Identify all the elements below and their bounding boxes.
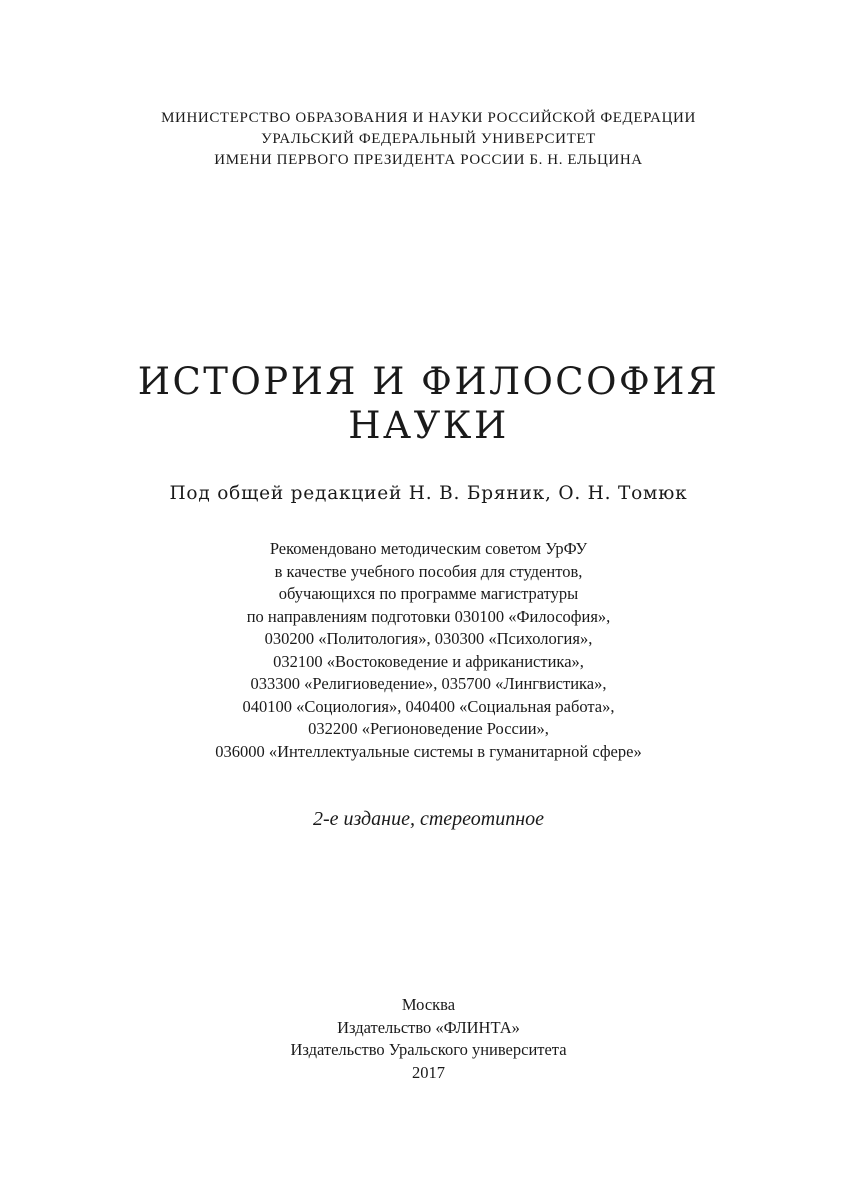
book-title xyxy=(0,360,857,448)
institution-header xyxy=(0,108,857,171)
imprint-year: 2017 xyxy=(412,1062,445,1082)
recommendation-line: в качестве учебного пособия для студентов, xyxy=(274,561,583,581)
recommendation-line: по направлениям подготовки 030100 «Философия», xyxy=(246,606,611,626)
book-title-line-1: ИСТОРИЯ И ФИЛОСОФИЯ xyxy=(137,360,720,403)
book-title-line-2: НАУКИ xyxy=(348,404,509,447)
imprint-block xyxy=(0,994,857,1084)
imprint-city: Москва xyxy=(401,995,456,1014)
recommendation-line: обучающихся по программе магистратуры xyxy=(278,584,579,603)
university-line: УРАЛЬСКИЙ ФЕДЕРАЛЬНЫЙ УНИВЕРСИТЕТ xyxy=(261,131,596,147)
recommendation-line: 032200 «Регионоведение России», xyxy=(308,719,549,738)
editors-line: Под общей редакцией Н. В. Бряник, О. Н. Томюк xyxy=(169,483,688,504)
imprint-publisher-flinta: Издательство «ФЛИНТА» xyxy=(337,1017,520,1037)
recommendation-line: 033300 «Религиоведение», 035700 «Лингвистика», xyxy=(250,674,607,693)
recommendation-line: 036000 «Интеллектуальные системы в гуманитарной сфере» xyxy=(215,741,642,761)
edition-note: 2-е издание, стереотипное xyxy=(312,808,545,830)
recommendation-line: 032100 «Востоковедение и африканистика», xyxy=(273,651,584,671)
recommendation-line: 040100 «Социология», 040400 «Социальная работа», xyxy=(242,696,615,716)
recommendation-line: Рекомендовано методическим советом УрФУ xyxy=(269,539,588,558)
recommendation-line: 030200 «Политология», 030300 «Психология», xyxy=(264,629,593,648)
imprint-publisher-ural: Издательство Уральского университета xyxy=(290,1040,567,1059)
ministry-line: МИНИСТЕРСТВО ОБРАЗОВАНИЯ И НАУКИ РОССИЙСКОЙ ФЕДЕРАЦИИ xyxy=(161,110,696,126)
university-name-line: ИМЕНИ ПЕРВОГО ПРЕЗИДЕНТА РОССИИ Б. Н. ЕЛЬЦИНА xyxy=(214,152,643,168)
recommendation-block xyxy=(0,538,857,763)
